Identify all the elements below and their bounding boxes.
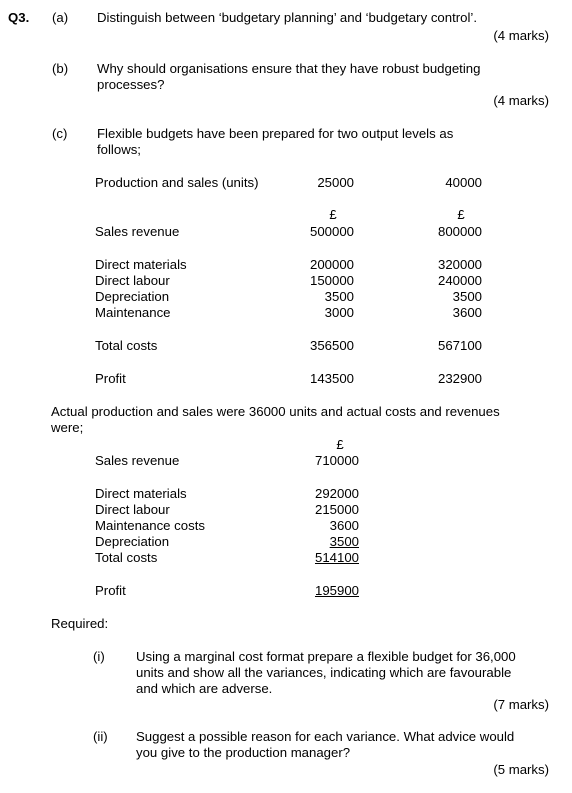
table-row-label: Depreciation — [95, 534, 170, 549]
table-cell: 150000 — [309, 273, 354, 288]
table-row-label: Total costs — [95, 338, 158, 353]
actual-currency: £ — [336, 437, 344, 452]
table-cell: 292000 — [314, 486, 359, 501]
col1-units: 25000 — [317, 175, 354, 190]
question-number: Q3. — [8, 10, 30, 25]
part-b-marks: (4 marks) — [493, 93, 549, 108]
table-cell: 3600 — [452, 305, 482, 320]
table-cell: 320000 — [437, 257, 482, 272]
table-cell: 567100 — [437, 338, 482, 353]
req-ii-marks: (5 marks) — [493, 762, 549, 777]
req-i-label: (i) — [93, 649, 105, 664]
req-ii-line2: you give to the production manager? — [136, 745, 351, 760]
table-row-label: Profit — [95, 371, 126, 386]
table-cell: 514100 — [314, 550, 359, 565]
table-cell: 3500 — [452, 289, 482, 304]
table-cell: 800000 — [437, 224, 482, 239]
table-cell: 240000 — [437, 273, 482, 288]
part-c-text-line2: follows; — [97, 142, 141, 157]
part-a-text: Distinguish between ‘budgetary planning’ and ‘budgetary control’. — [97, 10, 477, 25]
req-i-line1: Using a marginal cost format prepare a flexible budget for 36,000 — [136, 649, 516, 664]
table-row-label: Direct labour — [95, 502, 170, 517]
col1-currency: £ — [329, 207, 337, 222]
req-i-line2: units and show all the variances, indicating which are favourable — [136, 665, 512, 680]
part-b-label: (b) — [52, 61, 69, 76]
table-row-label: Maintenance — [95, 305, 171, 320]
part-a-marks: (4 marks) — [493, 28, 549, 43]
table-cell: 3500 — [324, 289, 354, 304]
table-cell: 500000 — [309, 224, 354, 239]
table-cell: 195900 — [314, 583, 359, 598]
table-cell: 215000 — [314, 502, 359, 517]
table-row-label: Direct labour — [95, 273, 170, 288]
table-row-label: Direct materials — [95, 257, 187, 272]
table-row-label: Maintenance costs — [95, 518, 205, 533]
table-cell: 356500 — [309, 338, 354, 353]
col2-units: 40000 — [445, 175, 482, 190]
table-cell: 3000 — [324, 305, 354, 320]
part-c-label: (c) — [52, 126, 68, 141]
part-b-text-line1: Why should organisations ensure that they have robust budgeting — [97, 61, 481, 76]
req-i-line3: and which are adverse. — [136, 681, 273, 696]
table-row-label: Sales revenue — [95, 453, 180, 468]
required-label: Required: — [51, 616, 109, 631]
part-b-text-line2: processes? — [97, 77, 165, 92]
req-ii-line1: Suggest a possible reason for each variance. What advice would — [136, 729, 515, 744]
req-i-marks: (7 marks) — [493, 697, 549, 712]
col2-currency: £ — [457, 207, 465, 222]
part-c-text-line1: Flexible budgets have been prepared for two output levels as — [97, 126, 454, 141]
table-row-label: Total costs — [95, 550, 158, 565]
actual-intro-line1: Actual production and sales were 36000 units and actual costs and revenues — [51, 404, 500, 419]
table-row-label: Sales revenue — [95, 224, 180, 239]
table-row-label: Profit — [95, 583, 126, 598]
units-header-label: Production and sales (units) — [95, 175, 259, 190]
actual-intro-line2: were; — [51, 420, 84, 435]
table-cell: 3600 — [329, 518, 359, 533]
table-cell: 710000 — [314, 453, 359, 468]
req-ii-label: (ii) — [93, 729, 108, 744]
table-cell: 232900 — [437, 371, 482, 386]
table-cell: 143500 — [309, 371, 354, 386]
part-a-label: (a) — [52, 10, 69, 25]
table-cell: 3500 — [329, 534, 359, 549]
table-row-label: Direct materials — [95, 486, 187, 501]
table-cell: 200000 — [309, 257, 354, 272]
table-row-label: Depreciation — [95, 289, 170, 304]
